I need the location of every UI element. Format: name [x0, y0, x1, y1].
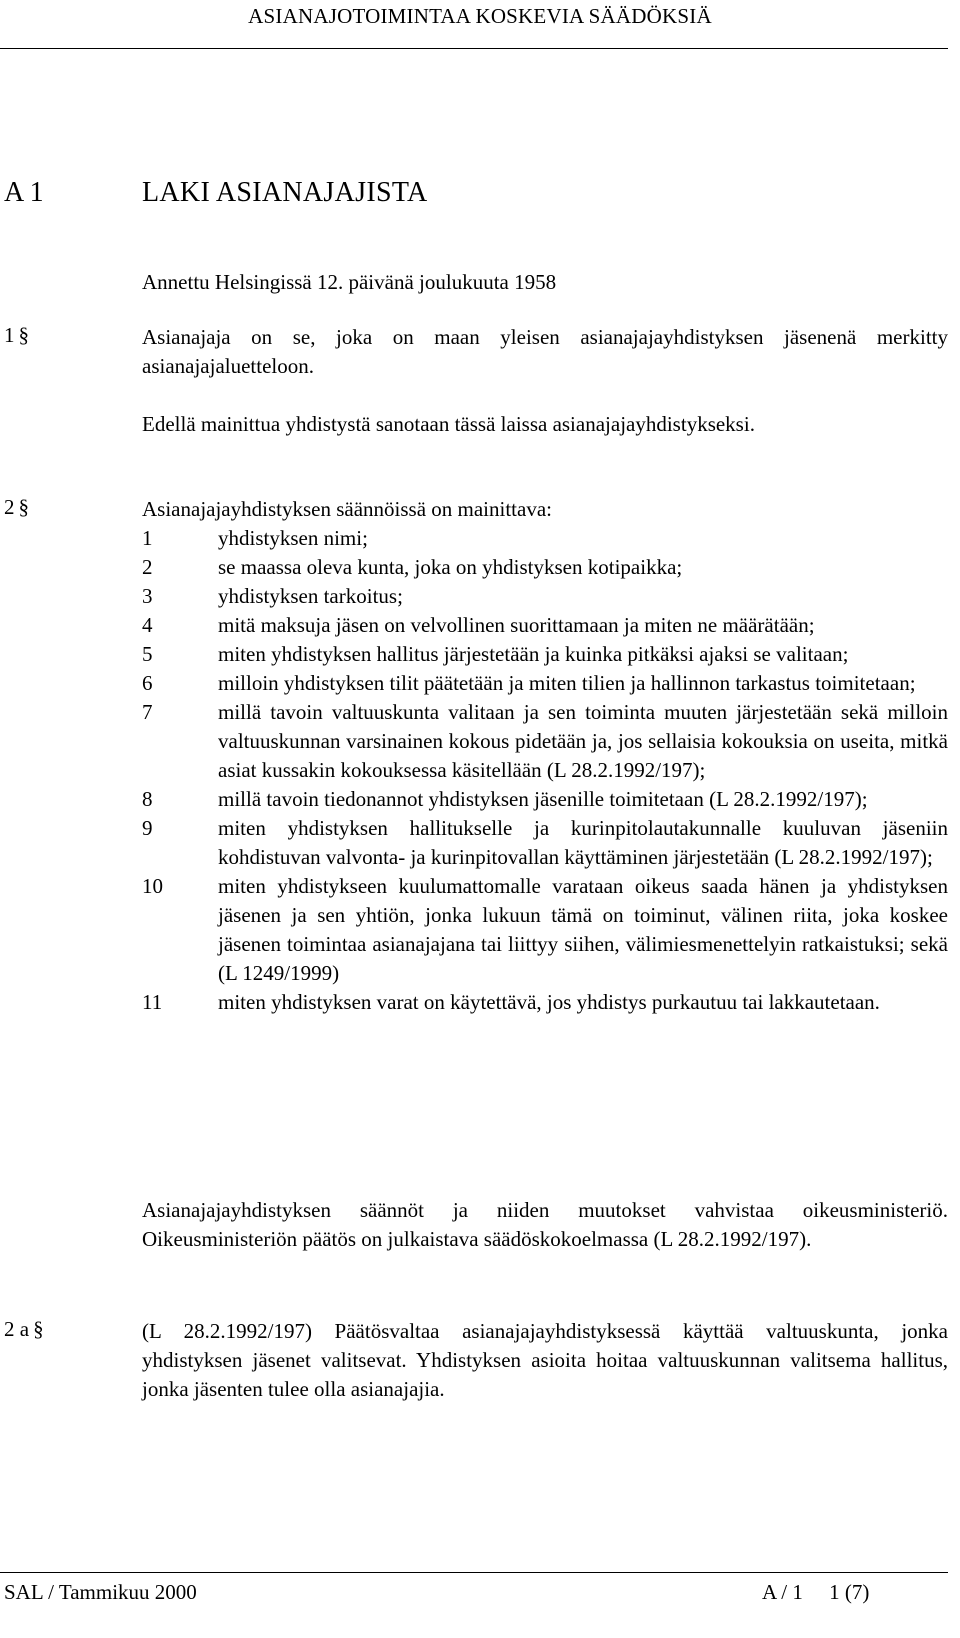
list-item	[142, 582, 948, 611]
list-item	[142, 988, 948, 1017]
list-item-number: 11	[142, 990, 163, 1014]
section-2a-paragraph: (L 28.2.1992/197) Päätösvaltaa asianajajayhdistyksessä käyttää valtuuskunta, jonka yhdistyksen jäsenet valitsevat. Yhdistyksen asioita hoitaa valtuuskunnan valitsema hallitus, jonka jäsenten tulee olla asianajajia.	[142, 1319, 948, 1401]
list-item-number: 9	[142, 816, 153, 840]
list-item	[142, 669, 948, 698]
section-1-label	[4, 323, 29, 348]
list-item-number: 10	[142, 874, 163, 898]
section-2a-label	[4, 1317, 44, 1342]
list-item-text: miten yhdistyksen hallitukselle ja kurinpitolautakunnalle kuuluvan jäseniin kohdistuvan valvonta- ja kurinpitovallan käyttäminen järjestetään (L 28.2.1992/197);	[218, 816, 948, 869]
footer-page-ref: A / 1 1 (7)	[762, 1580, 870, 1604]
list-item-text: milloin yhdistyksen tilit päätetään ja miten tilien ja hallinnon tarkastus toimitetaan;	[218, 671, 916, 695]
list-item-text: mitä maksuja jäsen on velvollinen suorittamaan ja miten ne määrätään;	[218, 613, 815, 637]
list-item-text: millä tavoin valtuuskunta valitaan ja sen toiminta muuten järjestetään sekä milloin valtuuskunnan varsinainen kokous pidetään ja, jos sellaisia kokouksia on useita, mitkä asiat kussakin kokouksessa käsitellään (L 28.2.1992/197);	[218, 700, 948, 782]
section-2-closing: Asianajajayhdistyksen säännöt ja niiden muutokset vahvistaa oikeusministeriö. Oikeusministeriön päätös on julkaistava säädöskokoelmassa (L 28.2.1992/197).	[142, 1198, 948, 1251]
list-item	[142, 872, 948, 988]
section-number: 2 a	[4, 1317, 30, 1341]
section-2-label	[4, 495, 29, 520]
list-item-number: 5	[142, 642, 153, 666]
list-item	[142, 698, 948, 785]
section-number: 2	[4, 495, 15, 519]
list-item	[142, 814, 948, 872]
list-item	[142, 785, 948, 814]
list-item-text: miten yhdistykseen kuulumattomalle varataan oikeus saada hänen ja yhdistyksen jäsenen ja sen yhtiön, jonka lukuun tämä on toiminut, välinen riita, joka koskee jäsenen toimintaa asianajajana tai liittyy siihen, välimiesmenettelyin ratkaistuksi; sekä (L 1249/1999)	[218, 874, 948, 985]
section-symbol: §	[33, 1317, 44, 1341]
document-title: LAKI ASIANAJAJISTA	[142, 177, 428, 208]
list-item-number: 1	[142, 526, 153, 550]
running-header: ASIANAJOTOIMINTAA KOSKEVIA SÄÄDÖKSIÄ	[248, 4, 712, 28]
section-1-paragraph-2: Edellä mainittua yhdistystä sanotaan tässä laissa asianajajayhdistykseksi.	[142, 412, 755, 436]
section-1-paragraph-1: Asianajaja on se, joka on maan yleisen asianajajayhdistyksen jäsenenä merkitty asianajajaluetteloon.	[142, 325, 948, 378]
list-item-number: 2	[142, 555, 153, 579]
list-item-number: 8	[142, 787, 153, 811]
footer-divider	[0, 1572, 948, 1573]
header-divider	[0, 48, 948, 49]
list-item-text: yhdistyksen nimi;	[218, 526, 368, 550]
list-item	[142, 640, 948, 669]
list-item-number: 3	[142, 584, 153, 608]
list-item-number: 7	[142, 700, 153, 724]
list-item-text: yhdistyksen tarkoitus;	[218, 584, 403, 608]
list-item-number: 4	[142, 613, 153, 637]
footer-publication: SAL / Tammikuu 2000	[4, 1580, 197, 1604]
section-symbol: §	[18, 495, 29, 519]
section-number: 1	[4, 323, 15, 347]
section-2-list	[142, 524, 948, 1017]
list-item-text: miten yhdistyksen hallitus järjestetään ja kuinka pitkäksi ajaksi se valitaan;	[218, 642, 849, 666]
list-item-number: 6	[142, 671, 153, 695]
list-item-text: miten yhdistyksen varat on käytettävä, jos yhdistys purkautuu tai lakkautetaan.	[218, 990, 880, 1014]
section-2-intro: Asianajajayhdistyksen säännöissä on mainittava:	[142, 497, 552, 521]
list-item	[142, 524, 948, 553]
list-item-text: millä tavoin tiedonannot yhdistyksen jäsenille toimitetaan (L 28.2.1992/197);	[218, 787, 868, 811]
list-item-text: se maassa oleva kunta, joka on yhdistyksen kotipaikka;	[218, 555, 683, 579]
list-item	[142, 553, 948, 582]
enactment-date: Annettu Helsingissä 12. päivänä joulukuuta 1958	[142, 270, 557, 294]
section-symbol: §	[18, 323, 29, 347]
list-item	[142, 611, 948, 640]
document-code: A 1	[4, 177, 44, 208]
